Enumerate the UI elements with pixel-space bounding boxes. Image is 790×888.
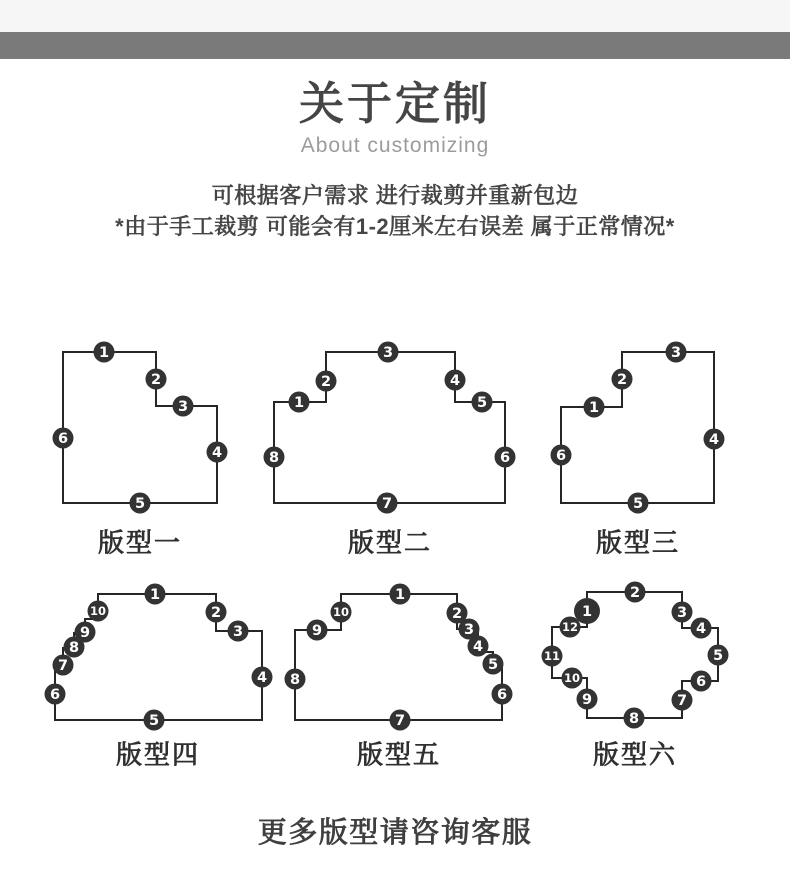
edge-marker-number: 2 [451, 606, 463, 623]
edge-marker-number: 3 [232, 624, 244, 641]
edge-marker-number: 10 [332, 605, 350, 620]
edge-marker-number: 5 [632, 496, 644, 513]
edge-marker-number: 7 [676, 693, 688, 710]
edge-marker-number: 5 [712, 648, 724, 665]
edge-marker-number: 1 [588, 400, 600, 417]
edge-marker-number: 9 [79, 625, 91, 642]
edge-marker-number: 12 [561, 620, 579, 635]
edge-marker-number: 4 [211, 445, 223, 462]
edge-marker-number: 4 [256, 670, 268, 687]
edge-marker-number: 8 [289, 672, 301, 689]
panel-shape-3 [551, 342, 725, 514]
edge-marker-number: 3 [382, 345, 394, 362]
edge-marker-number: 5 [134, 496, 146, 513]
edge-marker-number: 1 [581, 604, 593, 621]
footer-note: 更多版型请咨询客服 [257, 817, 533, 849]
edge-marker-number: 8 [68, 640, 80, 657]
edge-marker-number: 5 [476, 395, 488, 412]
edge-marker-number: 11 [543, 649, 561, 664]
edge-marker-number: 8 [628, 711, 640, 728]
edge-marker-number: 3 [670, 345, 682, 362]
edge-marker-number: 4 [472, 639, 484, 656]
edge-marker-number: 3 [177, 399, 189, 416]
edge-marker-number: 10 [89, 604, 107, 619]
panel-label-3: 版型三 [595, 527, 681, 558]
edge-marker-number: 7 [394, 713, 406, 730]
page-title: 关于定制 [298, 78, 491, 129]
page-subtitle: About customizing [300, 134, 490, 157]
edge-marker-number: 4 [449, 373, 461, 390]
panel-label-5: 版型五 [356, 739, 442, 770]
edge-marker-number: 2 [210, 605, 222, 622]
edge-marker-number: 4 [708, 432, 720, 449]
edge-marker-number: 6 [57, 431, 69, 448]
edge-marker-number: 2 [150, 372, 162, 389]
panel-shape-1 [53, 342, 228, 514]
panel-label-4: 版型四 [115, 739, 201, 770]
intro-line-2: *由于手工裁剪 可能会有1-2厘米左右误差 属于正常情况* [115, 214, 675, 239]
edge-marker-number: 6 [49, 687, 61, 704]
edge-marker-number: 3 [463, 622, 475, 639]
edge-marker-number: 8 [268, 450, 280, 467]
edge-marker-number: 7 [57, 658, 69, 675]
edge-marker-number: 4 [695, 621, 707, 638]
edge-marker-number: 5 [148, 713, 160, 730]
edge-marker-number: 9 [311, 623, 323, 640]
edge-marker-number: 1 [98, 345, 110, 362]
panel-label-2: 版型二 [347, 527, 433, 558]
edge-marker-number: 6 [555, 448, 567, 465]
edge-marker-number: 2 [629, 585, 641, 602]
panel-shape-5 [285, 584, 513, 731]
edge-marker-number: 2 [616, 372, 628, 389]
edge-marker-number: 1 [149, 587, 161, 604]
panel-label-1: 版型一 [97, 527, 183, 558]
edge-marker-number: 6 [499, 450, 511, 467]
edge-marker-number: 7 [381, 496, 393, 513]
edge-marker-number: 10 [563, 671, 581, 686]
edge-marker-number: 1 [293, 395, 305, 412]
intro-line-1: 可根据客户需求 进行裁剪并重新包边 [211, 183, 579, 208]
edge-marker-number: 3 [676, 605, 688, 622]
edge-marker-number: 1 [394, 587, 406, 604]
panel-shape-6 [542, 582, 729, 729]
edge-marker-number: 9 [581, 692, 593, 709]
panel-label-6: 版型六 [592, 739, 678, 770]
edge-marker-number: 6 [695, 674, 707, 691]
edge-marker-number: 2 [320, 374, 332, 391]
panel-shape-2 [264, 342, 516, 514]
panel-shape-4 [45, 584, 273, 731]
edge-marker-number: 5 [487, 657, 499, 674]
edge-marker-number: 6 [496, 687, 508, 704]
